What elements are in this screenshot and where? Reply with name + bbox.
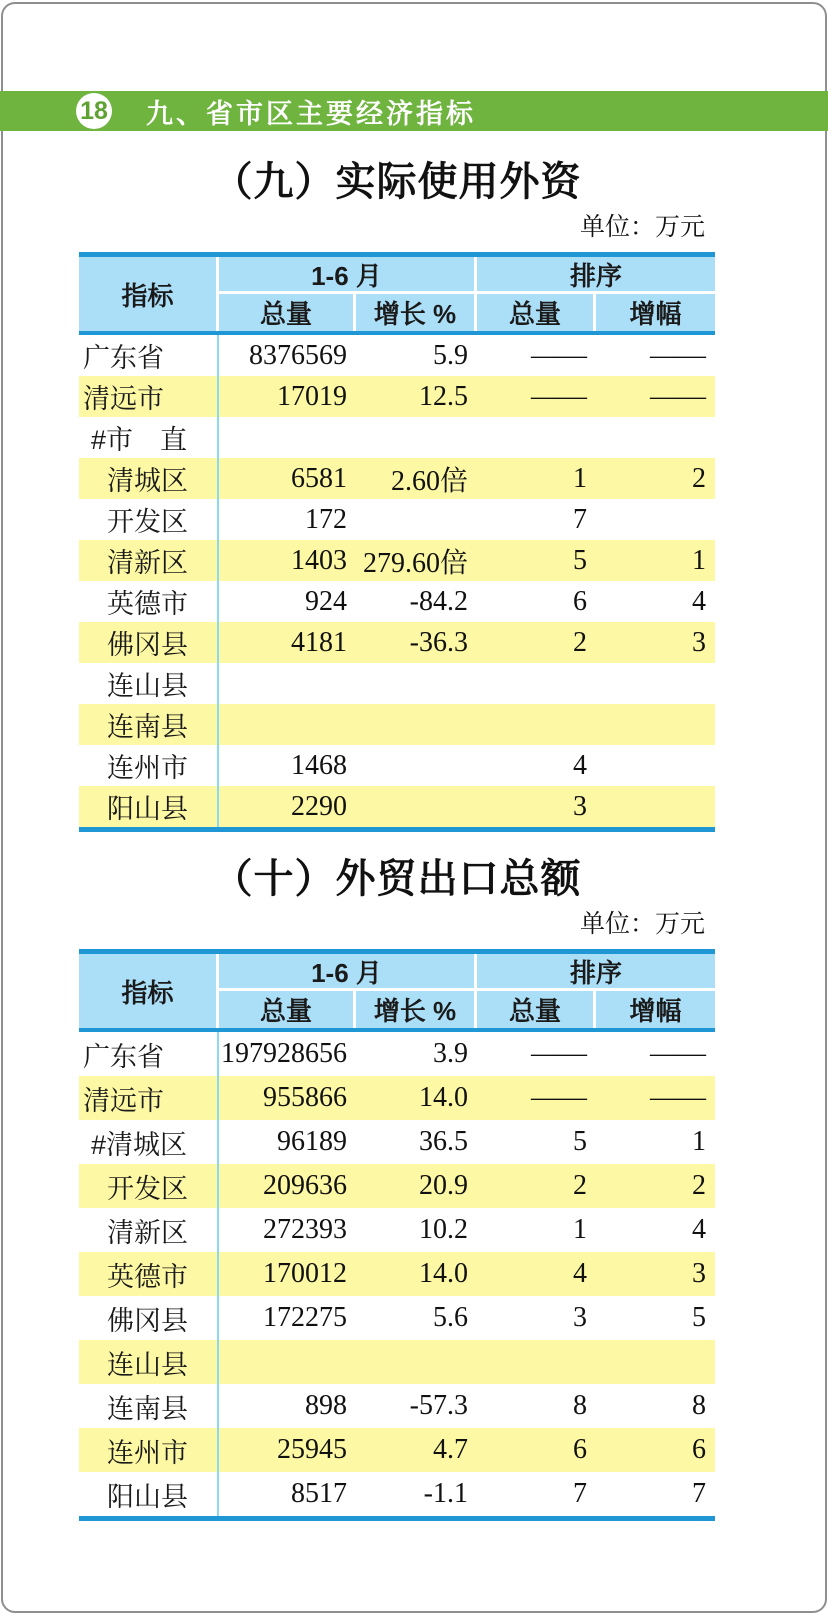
total-cell: 172275 <box>263 1302 347 1333</box>
table-row <box>79 1340 715 1384</box>
row-name-cell: 清城区 <box>79 458 219 499</box>
row-name-cell: 连南县 <box>79 704 219 745</box>
total-cell: 955866 <box>263 1082 347 1113</box>
rank-total-cell: 1 <box>573 462 587 494</box>
row-name-cell: 英德市 <box>79 581 219 622</box>
header-growth: 增长 % <box>356 991 477 1028</box>
row-name-cell: 广东省 <box>79 1032 219 1076</box>
growth-cell <box>356 786 477 827</box>
rank-growth-cell <box>596 786 715 827</box>
table-row <box>79 1032 715 1076</box>
table-row <box>79 1208 715 1252</box>
rank-total-cell: 3 <box>573 1302 587 1333</box>
total-cell: 8376569 <box>249 339 347 371</box>
table-row <box>79 1296 715 1340</box>
rank-growth-cell: —— <box>650 1082 706 1113</box>
table-row <box>79 786 715 827</box>
table-row <box>79 1472 715 1516</box>
rank-growth-cell <box>596 745 715 786</box>
table-row <box>79 581 715 622</box>
total-cell: 898 <box>305 1390 347 1421</box>
growth-cell <box>356 704 477 745</box>
table-row <box>79 1384 715 1428</box>
unit-note: 单位：万元 <box>579 213 705 241</box>
header-rank-total: 总量 <box>477 991 596 1028</box>
row-name-cell: 英德市 <box>79 1252 219 1296</box>
table-row <box>79 458 715 499</box>
rank-growth-cell: 3 <box>692 626 706 658</box>
section-title: （九）实际使用外资 <box>212 160 582 204</box>
row-name-cell: 连山县 <box>79 1340 219 1384</box>
rank-growth-cell: 8 <box>692 1390 706 1421</box>
section-title: （十）外贸出口总额 <box>212 857 582 901</box>
rank-total-cell: 6 <box>573 1434 587 1465</box>
rank-total-cell: 5 <box>573 544 587 576</box>
total-cell: 1403 <box>291 544 347 576</box>
total-cell: 17019 <box>277 380 347 412</box>
total-cell: 172 <box>305 503 347 535</box>
table-row <box>79 540 715 581</box>
growth-cell: 14.0 <box>419 1258 468 1289</box>
rank-total-cell: 7 <box>573 1478 587 1509</box>
row-name-cell: 佛冈县 <box>79 622 219 663</box>
table-body <box>79 335 715 832</box>
row-name-cell: 阳山县 <box>79 786 219 827</box>
data-table <box>79 949 715 1521</box>
rank-total-cell <box>477 704 596 745</box>
row-name-cell: #市 直 <box>79 417 219 458</box>
total-cell: 96189 <box>277 1126 347 1157</box>
row-name-cell: 广东省 <box>79 335 219 376</box>
total-cell: 2290 <box>291 790 347 822</box>
section-export-total <box>79 855 715 1521</box>
table-row <box>79 622 715 663</box>
row-name-cell: 开发区 <box>79 499 219 540</box>
growth-cell <box>356 745 477 786</box>
rank-growth-cell: 1 <box>692 1126 706 1157</box>
data-table <box>79 252 715 832</box>
total-cell: 924 <box>305 585 347 617</box>
rank-growth-cell: —— <box>650 380 706 412</box>
table-row <box>79 499 715 540</box>
table-row <box>79 1252 715 1296</box>
row-name-cell: 清远市 <box>79 376 219 417</box>
rank-total-cell: —— <box>531 380 587 412</box>
chapter-header-bar <box>0 91 828 131</box>
rank-total-cell <box>477 417 596 458</box>
growth-cell: 5.9 <box>433 339 468 371</box>
header-rank-growth: 增幅 <box>596 991 715 1028</box>
row-name-cell: 清新区 <box>79 1208 219 1252</box>
table-row <box>79 417 715 458</box>
total-cell: 272393 <box>263 1214 347 1245</box>
header-period-group: 1-6 月 <box>219 257 477 294</box>
rank-total-cell: 1 <box>573 1214 587 1245</box>
rank-total-cell: 2 <box>573 626 587 658</box>
growth-cell: 4.7 <box>433 1434 468 1465</box>
total-cell <box>219 417 356 458</box>
row-name-cell: 连州市 <box>79 1428 219 1472</box>
growth-cell: 5.6 <box>433 1302 468 1333</box>
rank-growth-cell: 6 <box>692 1434 706 1465</box>
rank-total-cell: 8 <box>573 1390 587 1421</box>
total-cell: 8517 <box>291 1478 347 1509</box>
rank-total-cell: 6 <box>573 585 587 617</box>
rank-growth-cell: 2 <box>692 1170 706 1201</box>
rank-growth-cell: 5 <box>692 1302 706 1333</box>
rank-total-cell: 7 <box>573 503 587 535</box>
header-rank-total: 总量 <box>477 294 596 331</box>
table-row <box>79 704 715 745</box>
growth-cell: -36.3 <box>409 626 468 658</box>
rank-growth-cell: 7 <box>692 1478 706 1509</box>
growth-cell <box>356 663 477 704</box>
row-name-cell: 阳山县 <box>79 1472 219 1516</box>
row-name-cell: 开发区 <box>79 1164 219 1208</box>
table-row <box>79 663 715 704</box>
table-row <box>79 745 715 786</box>
header-rank-group: 排序 <box>477 954 715 991</box>
rank-growth-cell: 2 <box>692 462 706 494</box>
total-cell <box>219 1340 356 1384</box>
growth-cell: 3.9 <box>433 1038 468 1069</box>
rank-growth-cell <box>596 417 715 458</box>
table-body <box>79 1032 715 1521</box>
rank-total-cell: —— <box>531 1082 587 1113</box>
row-name-cell: 佛冈县 <box>79 1296 219 1340</box>
rank-growth-cell: —— <box>650 339 706 371</box>
page-number-badge: 18 <box>76 93 112 129</box>
growth-cell <box>356 417 477 458</box>
table-row <box>79 335 715 376</box>
table-row <box>79 1164 715 1208</box>
growth-cell: 36.5 <box>419 1126 468 1157</box>
rank-total-cell: 4 <box>573 1258 587 1289</box>
header-period-group: 1-6 月 <box>219 954 477 991</box>
total-cell <box>219 663 356 704</box>
rank-growth-cell: —— <box>650 1038 706 1069</box>
growth-cell: -84.2 <box>409 585 468 617</box>
header-rank-group: 排序 <box>477 257 715 294</box>
table-row <box>79 1120 715 1164</box>
section-foreign-capital <box>79 158 715 832</box>
rank-growth-cell: 4 <box>692 585 706 617</box>
total-cell: 197928656 <box>221 1038 347 1069</box>
table-header <box>79 252 715 335</box>
growth-cell: 10.2 <box>419 1214 468 1245</box>
row-name-cell: 清远市 <box>79 1076 219 1120</box>
rank-total-cell: 2 <box>573 1170 587 1201</box>
growth-cell: 20.9 <box>419 1170 468 1201</box>
growth-cell: 2.60倍 <box>390 465 468 497</box>
growth-cell: 12.5 <box>419 380 468 412</box>
chapter-heading: 九、省市区主要经济指标 <box>146 98 476 129</box>
rank-total-cell <box>477 663 596 704</box>
rank-total-cell: —— <box>531 1038 587 1069</box>
header-indicator: 指标 <box>79 257 219 331</box>
rank-growth-cell <box>596 499 715 540</box>
growth-cell: 279.60倍 <box>362 547 468 579</box>
header-total: 总量 <box>219 294 356 331</box>
unit-note: 单位：万元 <box>579 910 705 938</box>
header-indicator: 指标 <box>79 954 219 1028</box>
growth-cell: -57.3 <box>409 1390 468 1421</box>
growth-cell: 14.0 <box>419 1082 468 1113</box>
header-rank-growth: 增幅 <box>596 294 715 331</box>
rank-growth-cell: 4 <box>692 1214 706 1245</box>
total-cell: 4181 <box>291 626 347 658</box>
row-name-cell: 连南县 <box>79 1384 219 1428</box>
row-name-cell: 连山县 <box>79 663 219 704</box>
table-row <box>79 1076 715 1120</box>
rank-total-cell: —— <box>531 339 587 371</box>
rank-growth-cell <box>596 704 715 745</box>
total-cell <box>219 704 356 745</box>
growth-cell <box>356 499 477 540</box>
rank-growth-cell: 1 <box>692 544 706 576</box>
total-cell: 209636 <box>263 1170 347 1201</box>
header-total: 总量 <box>219 991 356 1028</box>
rank-growth-cell <box>596 663 715 704</box>
table-row <box>79 1428 715 1472</box>
total-cell: 1468 <box>291 749 347 781</box>
total-cell: 6581 <box>291 462 347 494</box>
row-name-cell: #清城区 <box>79 1120 219 1164</box>
row-name-cell: 清新区 <box>79 540 219 581</box>
rank-total-cell: 3 <box>573 790 587 822</box>
row-name-cell: 连州市 <box>79 745 219 786</box>
total-cell: 170012 <box>263 1258 347 1289</box>
growth-cell <box>356 1340 477 1384</box>
table-header <box>79 949 715 1032</box>
total-cell: 25945 <box>277 1434 347 1465</box>
rank-total-cell: 5 <box>573 1126 587 1157</box>
rank-growth-cell <box>596 1340 715 1384</box>
table-row <box>79 376 715 417</box>
header-growth: 增长 % <box>356 294 477 331</box>
rank-total-cell <box>477 1340 596 1384</box>
growth-cell: -1.1 <box>423 1478 468 1509</box>
rank-growth-cell: 3 <box>692 1258 706 1289</box>
rank-total-cell: 4 <box>573 749 587 781</box>
